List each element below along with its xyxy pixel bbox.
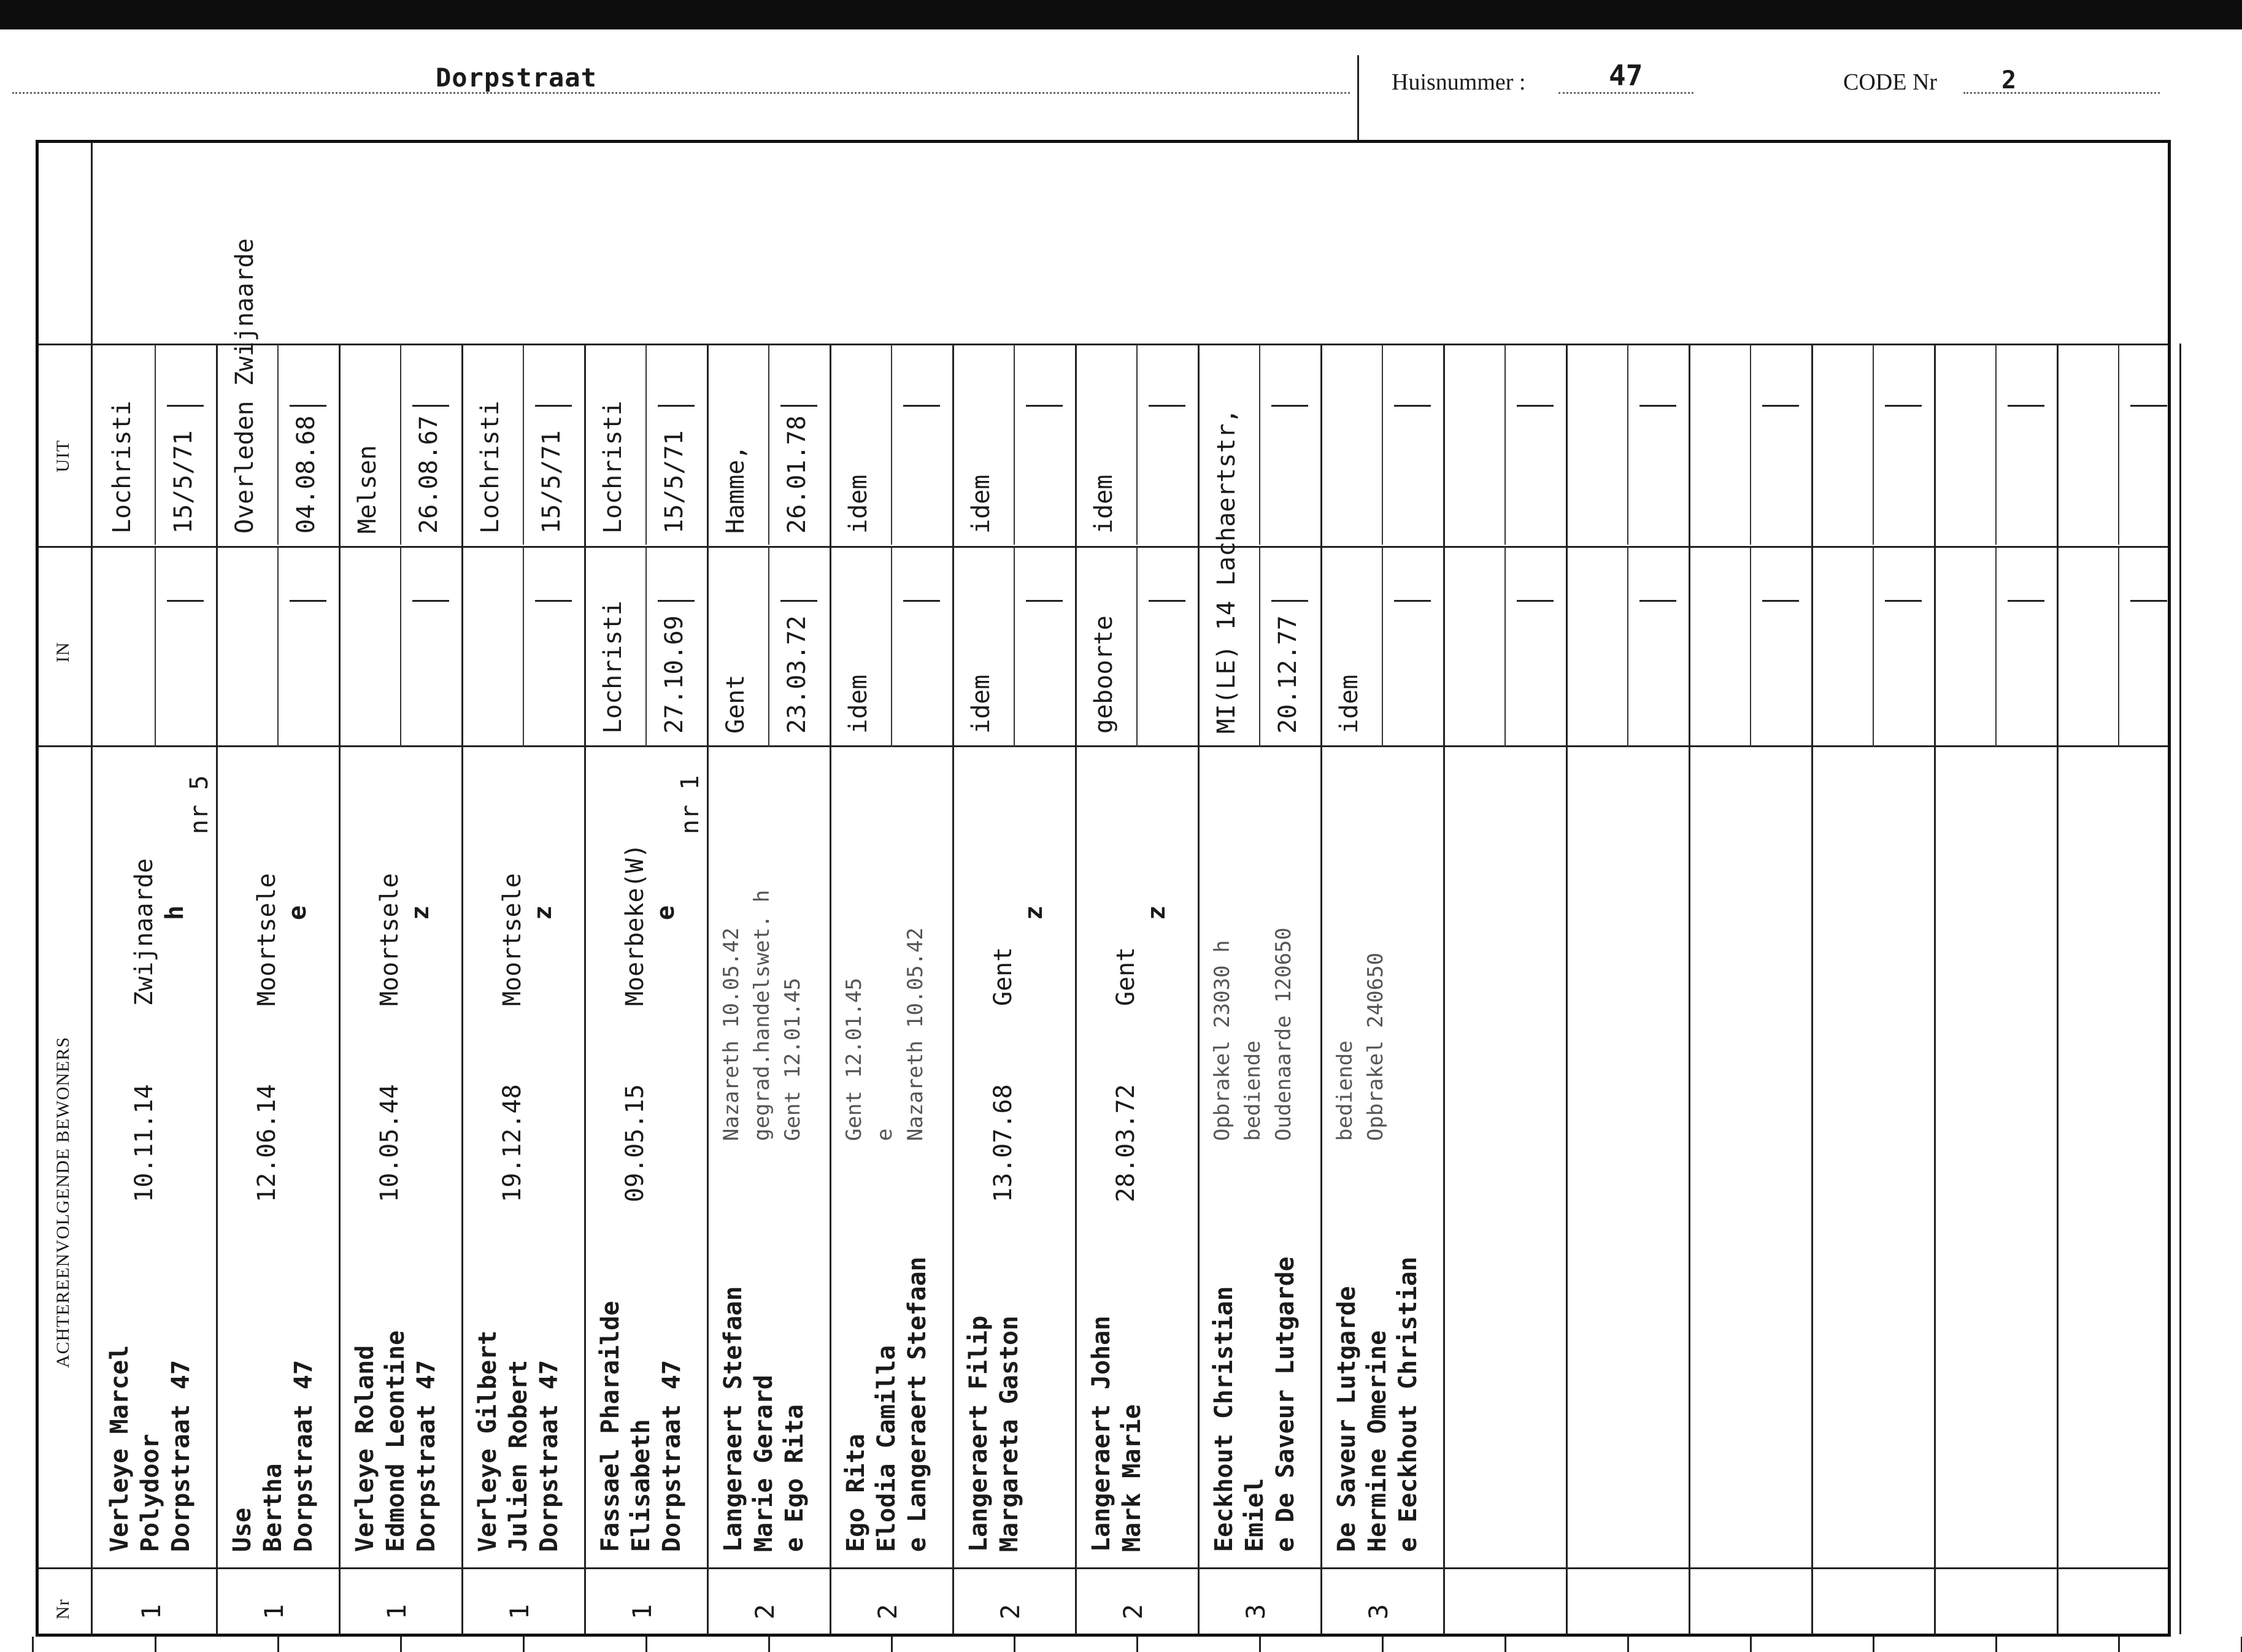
resident-detail-line: Gent 12.01.45 [842, 977, 866, 1141]
uit-date: 26.01.78 [783, 415, 811, 534]
household-nr: 3 [1363, 1604, 1393, 1619]
resident-name-line: Fassael Pharailde [596, 1300, 625, 1552]
bottom-tick [1136, 1637, 1138, 1652]
uit-subcolumn-divider [1750, 345, 1751, 545]
in-place: geboorte [1090, 615, 1118, 734]
birth-date: 09.05.15 [621, 1084, 649, 1202]
in-subcolumn-divider [523, 547, 524, 747]
birth-place: Moortsele [253, 873, 281, 1006]
huisnummer-value: 47 [1609, 59, 1643, 92]
column-divider [1811, 344, 1813, 1634]
uit-place: Lochristi [476, 401, 504, 534]
column-label-uit: UIT [53, 440, 73, 472]
column-divider [1934, 344, 1936, 1634]
uit-blank-dash [1639, 405, 1676, 407]
household-flag: z [1020, 905, 1048, 920]
column-divider [461, 344, 463, 1634]
household-flag: h [161, 905, 189, 920]
resident-name-line: e De Saveur Lutgarde [1271, 1256, 1300, 1552]
household-flag: e [283, 905, 312, 920]
uit-subcolumn-divider [1136, 345, 1138, 545]
resident-name-line: e Ego Rita [780, 1404, 809, 1552]
uit-date: 26.08.67 [415, 415, 443, 534]
bottom-tick [155, 1637, 156, 1652]
resident-name-line: Verleye Gilbert [474, 1330, 502, 1552]
resident-name-line: Langeraert Stefaan [719, 1286, 747, 1552]
code-value: 2 [2001, 66, 2017, 94]
resident-name-line: e Langeraert Stefaan [903, 1256, 931, 1552]
resident-name-line: Ego Rita [842, 1434, 870, 1552]
resident-detail-line: e [873, 1128, 897, 1141]
bottom-tick [891, 1637, 893, 1652]
in-subcolumn-divider [768, 547, 769, 747]
household-nr: 1 [259, 1604, 289, 1619]
uit-blank-dash [780, 405, 817, 407]
in-date: 27.10.69 [660, 615, 688, 734]
code-dotted-line [1963, 92, 2160, 94]
resident-detail-line: Nazareth 10.05.42 [719, 928, 744, 1141]
in-blank-dash [1762, 600, 1799, 602]
in-blank-dash [412, 600, 449, 602]
uit-blank-dash [290, 405, 326, 407]
resident-name-line: Verleye Marcel [106, 1345, 134, 1552]
street-name: Dorpstraat [436, 63, 597, 93]
in-blank-dash [1394, 600, 1431, 602]
resident-name-line: Use [228, 1507, 256, 1552]
uit-subcolumn-divider [768, 345, 769, 545]
household-nr: 1 [136, 1604, 166, 1619]
bottom-tick [1995, 1637, 1997, 1652]
household-nr: 1 [382, 1604, 412, 1619]
household-flag: z [406, 905, 434, 920]
in-subcolumn-divider [1259, 547, 1260, 747]
resident-name-line: Elodia Camilla [873, 1345, 901, 1552]
column-label-nr: Nr [53, 1599, 73, 1619]
column-divider [1443, 344, 1445, 1634]
household-flag: e [652, 905, 680, 920]
bottom-tick [2118, 1637, 2120, 1652]
uit-subcolumn-divider [523, 345, 524, 545]
in-blank-dash [658, 600, 695, 602]
in-place: Gent [722, 674, 750, 734]
in-subcolumn-divider [1504, 547, 1506, 747]
resident-detail-line: Nazareth 10.05.42 [903, 928, 928, 1141]
column-divider [584, 344, 586, 1634]
household-nr: 2 [995, 1604, 1025, 1619]
street-dotted-line [12, 92, 1350, 94]
in-blank-dash [1271, 600, 1308, 602]
uit-blank-dash [1517, 405, 1554, 407]
uit-place: Hamme, [722, 445, 750, 534]
household-flag: z [1142, 905, 1171, 920]
uit-place: Lochristi [599, 401, 627, 534]
uit-place: idem [844, 474, 873, 534]
uit-date: 15/5/71 [537, 430, 566, 534]
uit-place: Overleden Zwijnaarde [231, 238, 259, 534]
in-blank-dash [290, 600, 326, 602]
scan-top-border [0, 0, 2242, 29]
uit-subcolumn-divider [1014, 345, 1015, 545]
in-date: 20.12.77 [1274, 615, 1302, 734]
resident-name-line: Marie Gerard [750, 1375, 778, 1552]
resident-name-line: Julien Robert [504, 1359, 533, 1552]
uit-date: 15/5/71 [660, 430, 688, 534]
household-nr: 2 [1118, 1604, 1148, 1619]
resident-name-line: Dorpstraat 47 [167, 1359, 195, 1552]
uit-blank-dash [2130, 405, 2167, 407]
uit-subcolumn-divider [2118, 345, 2119, 545]
in-date: 23.03.72 [783, 615, 811, 734]
bottom-tick [1504, 1637, 1506, 1652]
birth-place: Moortsele [376, 873, 404, 1006]
resident-detail-line: bediende [1241, 1040, 1265, 1141]
bottom-tick [1873, 1637, 1874, 1652]
bottom-tick [1014, 1637, 1015, 1652]
in-blank-dash [1885, 600, 1922, 602]
in-subcolumn-divider [2118, 547, 2119, 747]
in-blank-dash [1026, 600, 1063, 602]
bottom-tick [1382, 1637, 1384, 1652]
household-flag: z [529, 905, 557, 920]
in-blank-dash [780, 600, 817, 602]
household-nr: 1 [504, 1604, 534, 1619]
column-divider [830, 344, 831, 1634]
in-blank-dash [1149, 600, 1185, 602]
bewoners-nr-divider [38, 1567, 2168, 1569]
column-divider [339, 344, 341, 1634]
uit-place: idem [967, 474, 995, 534]
in-blank-dash [903, 600, 940, 602]
resident-detail-line: bediende [1333, 1040, 1357, 1141]
uit-blank-dash [903, 405, 940, 407]
uit-top-line [38, 344, 2168, 345]
resident-name-line: e Eeckhout Christian [1394, 1256, 1422, 1552]
uit-blank-dash [1149, 405, 1185, 407]
uit-blank-dash [1885, 405, 1922, 407]
uit-blank-dash [412, 405, 449, 407]
in-blank-dash [535, 600, 572, 602]
column-label-in: IN [53, 642, 73, 663]
uit-subcolumn-divider [1382, 345, 1383, 545]
column-divider [1075, 344, 1077, 1634]
household-note: nr 5 [185, 775, 214, 834]
resident-name-line: Hermine Omerine [1363, 1330, 1392, 1552]
bottom-tick [1750, 1637, 1752, 1652]
column-divider [952, 344, 954, 1634]
in-subcolumn-divider [1014, 547, 1015, 747]
in-blank-dash [2008, 600, 2044, 602]
birth-place: Moerbeke(W) [621, 843, 649, 1006]
birth-date: 10.11.14 [130, 1084, 158, 1202]
uit-place: Lochristi [108, 401, 136, 534]
in-place: MI(LE) 14 Lachaertstr, [1212, 409, 1241, 734]
in-place: idem [844, 674, 873, 734]
uit-blank-dash [2008, 405, 2044, 407]
uit-date: 15/5/71 [169, 430, 198, 534]
resident-name-line: Edmond Leontine [382, 1330, 410, 1552]
birth-place: Moortsele [498, 873, 526, 1006]
bottom-tick [1259, 1637, 1261, 1652]
header-separator [1357, 55, 1359, 140]
birth-date: 10.05.44 [376, 1084, 404, 1202]
resident-detail-line: Oudenaarde 120650 [1271, 928, 1296, 1141]
bottom-tick [400, 1637, 402, 1652]
household-note: nr 1 [676, 775, 704, 834]
resident-name-line: Mark Marie [1118, 1404, 1146, 1552]
uit-place: Melsen [353, 445, 382, 534]
column-divider [1566, 344, 1568, 1634]
resident-name-line: Elisabeth [627, 1419, 655, 1552]
column-label-bewoners: ACHTEREENVOLGENDE BEWONERS [53, 1036, 73, 1368]
resident-name-line: De Saveur Lutgarde [1333, 1286, 1361, 1552]
in-place: idem [967, 674, 995, 734]
bottom-tick [523, 1637, 525, 1652]
birth-date: 28.03.72 [1112, 1084, 1140, 1202]
column-divider [707, 344, 709, 1634]
label-column-divider [91, 142, 93, 1634]
resident-name-line: Langeraert Johan [1087, 1315, 1115, 1552]
birth-date: 13.07.68 [989, 1084, 1017, 1202]
household-nr: 1 [627, 1604, 657, 1619]
in-subcolumn-divider [1750, 547, 1751, 747]
resident-name-line: Langeraert Filip [965, 1315, 993, 1552]
huisnummer-label: Huisnummer : [1392, 69, 1526, 95]
household-nr: 3 [1241, 1604, 1271, 1619]
uit-subcolumn-divider [400, 345, 401, 545]
resident-detail-line: Gent 12.01.45 [780, 977, 805, 1141]
uit-date: 04.08.68 [292, 415, 320, 534]
uit-subcolumn-divider [645, 345, 647, 545]
uit-blank-dash [535, 405, 572, 407]
uit-blank-dash [658, 405, 695, 407]
column-divider [1198, 344, 1200, 1634]
resident-detail-line: Opbrakel 23030 h [1210, 940, 1235, 1141]
uit-subcolumn-divider [891, 345, 892, 545]
resident-name-line: Dorpstraat 47 [658, 1359, 686, 1552]
resident-name-line: Dorpstraat 47 [535, 1359, 563, 1552]
uit-subcolumn-divider [1627, 345, 1628, 545]
uit-subcolumn-divider [1504, 345, 1506, 545]
birth-date: 19.12.48 [498, 1084, 526, 1202]
uit-blank-dash [167, 405, 204, 407]
bottom-tick [277, 1637, 279, 1652]
in-place: Lochristi [599, 601, 627, 734]
column-divider [2057, 344, 2059, 1634]
in-blank-dash [1639, 600, 1676, 602]
bottom-tick [645, 1637, 647, 1652]
uit-blank-dash [1271, 405, 1308, 407]
resident-detail-line: Opbrakel 240650 [1363, 952, 1388, 1141]
resident-name-line: Eeckhout Christian [1210, 1286, 1238, 1552]
in-place: idem [1335, 674, 1363, 734]
uit-blank-dash [1762, 405, 1799, 407]
uit-subcolumn-divider [155, 345, 156, 545]
resident-detail-line: gegrad.handelswet. h [750, 889, 774, 1141]
in-subcolumn-divider [891, 547, 892, 747]
uit-subcolumn-divider [1259, 345, 1260, 545]
in-subcolumn-divider [1995, 547, 1997, 747]
column-divider [1320, 344, 1322, 1634]
in-subcolumn-divider [155, 547, 156, 747]
uit-blank-dash [1026, 405, 1063, 407]
resident-name-line: Dorpstraat 47 [412, 1359, 441, 1552]
uit-subcolumn-divider [1995, 345, 1997, 545]
in-subcolumn-divider [1627, 547, 1628, 747]
uit-subcolumn-divider [277, 345, 279, 545]
in-blank-dash [1517, 600, 1554, 602]
in-subcolumn-divider [1382, 547, 1383, 747]
uit-place: idem [1090, 474, 1118, 534]
resident-name-line: Bertha [259, 1463, 287, 1552]
huisnummer-dotted-line [1558, 92, 1693, 94]
bottom-tick [1627, 1637, 1629, 1652]
in-subcolumn-divider [1136, 547, 1138, 747]
birth-place: Gent [989, 947, 1017, 1006]
uit-in-divider [38, 546, 2168, 548]
birth-place: Gent [1112, 947, 1140, 1006]
resident-name-line: Polydoor [136, 1434, 164, 1552]
bottom-tick [768, 1637, 770, 1652]
in-subcolumn-divider [400, 547, 401, 747]
column-divider [2179, 344, 2181, 1634]
uit-subcolumn-divider [1873, 345, 1874, 545]
column-divider [216, 344, 218, 1634]
code-label: CODE Nr [1843, 69, 1938, 95]
in-subcolumn-divider [277, 547, 279, 747]
in-blank-dash [167, 600, 204, 602]
in-bewoners-divider [38, 745, 2168, 747]
birth-place: Zwijnaarde [130, 858, 158, 1006]
resident-name-line: Dorpstraat 47 [290, 1359, 318, 1552]
uit-blank-dash [1394, 405, 1431, 407]
household-nr: 2 [750, 1604, 780, 1619]
household-nr: 2 [873, 1604, 903, 1619]
in-subcolumn-divider [1873, 547, 1874, 747]
birth-date: 12.06.14 [253, 1084, 281, 1202]
column-divider [1689, 344, 1690, 1634]
bottom-tick [32, 1637, 34, 1652]
in-subcolumn-divider [645, 547, 647, 747]
in-blank-dash [2130, 600, 2167, 602]
resident-name-line: Margareta Gaston [995, 1315, 1023, 1552]
resident-name-line: Verleye Roland [351, 1345, 379, 1552]
resident-name-line: Emiel [1241, 1478, 1269, 1552]
